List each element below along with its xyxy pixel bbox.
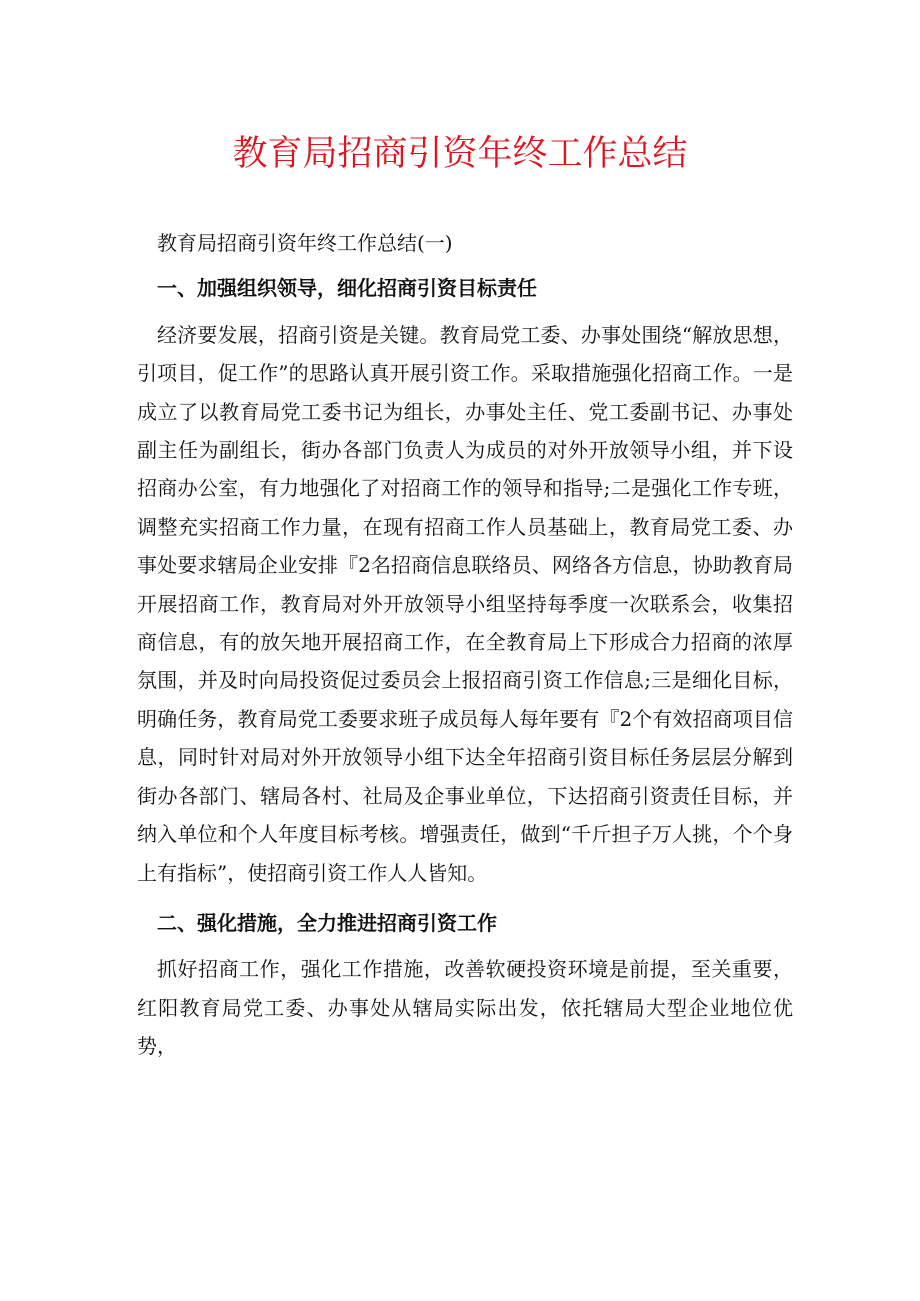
section-paragraph: 经济要发展，招商引资是关键。教育局党工委、办事处围绕“解放思想，引项目，促工作”的思路认真开展引资工作。采取措施强化招商工作。一是成立了以教育局党工委书记为组长，办事处主任、党工委副书记、办事处副主任为副组长，街办各部门负责人为成员的对外开放领导小组，并下设招商办公室，有力地强化了对招商工作的领导和指导;二是强化工作专班，调整充实招商工作力量，在现有招商工作人员基础上，教育局党工委、办事处要求辖局企业安排『2名招商信息联络员、网络各方信息，协助教育局开展招商工作，教育局对外开放领导小组坚持每季度一次联系会，收集招商信息，有的放矢地开展招商工作，在全教育局上下形成合力招商的浓厚氛围，并及时向局投资促过委员会上报招商引资工作信息;三是细化目标，明确任务，教育局党工委要求班子成员每人每年要有『2个有效招商项目信息，同时针对局对外开放领导小组下达全年招商引资目标任务层层分解到街办各部门、辖局各村、社局及企事业单位，下达招商引资责任目标，并纳入单位和个人年度目标考核。增强责任，做到“千斤担子万人挑，个个身上有指标”，使招商引资工作人人皆知。 (137, 322, 793, 885)
section-heading: 二、强化措施，全力推进招商引资工作 (157, 910, 497, 935)
document-body (137, 224, 793, 1078)
section-paragraph: 抓好招商工作，强化工作措施，改善软硬投资环境是前提，至关重要，红阳教育局党工委、办事处从辖局实际出发，依托辖局大型企业地位优势， (137, 957, 793, 1059)
document-subtitle: 教育局招商引资年终工作总结(一) (157, 231, 453, 255)
document-title: 教育局招商引资年终工作总结 (232, 134, 688, 174)
section-heading: 一、加强组织领导，细化招商引资目标责任 (157, 276, 537, 301)
